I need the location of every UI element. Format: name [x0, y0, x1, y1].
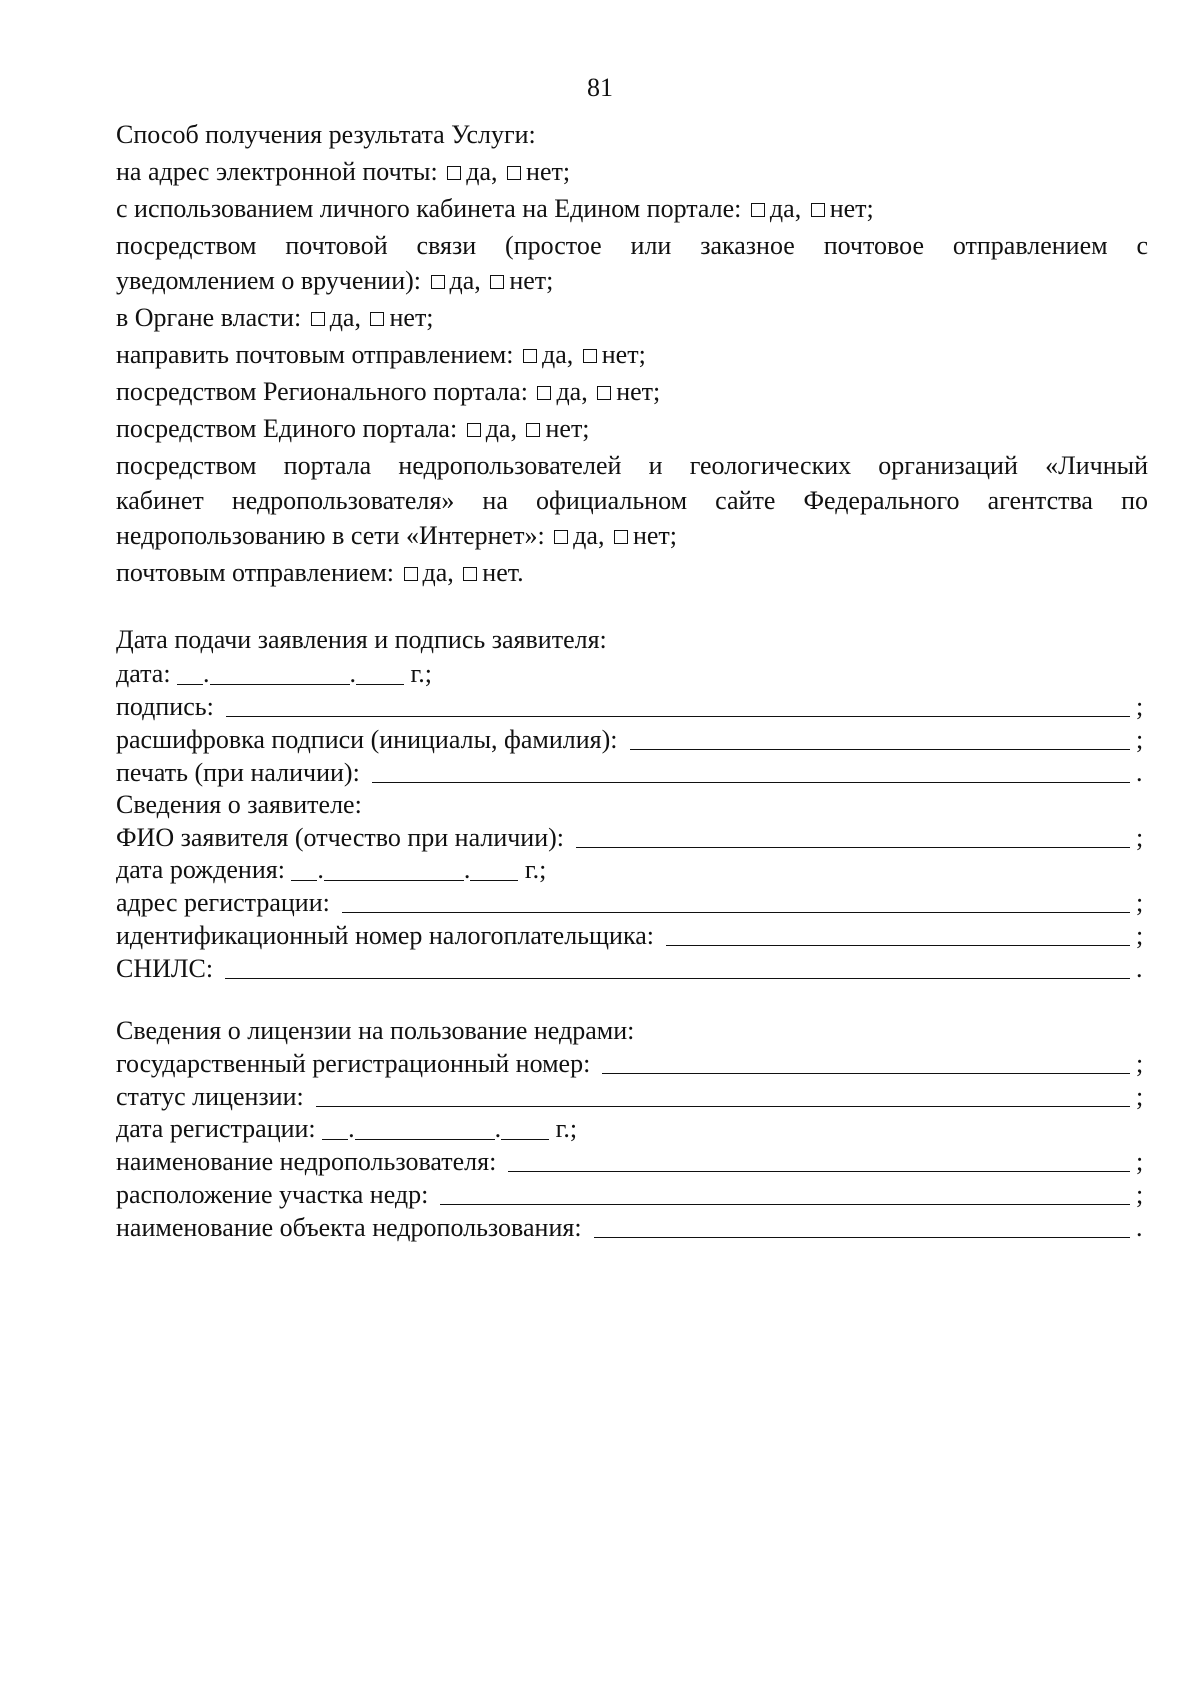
inn-blank[interactable]: [666, 919, 1130, 946]
yes-label: да,: [541, 340, 574, 369]
option-unified-portal: [116, 410, 1148, 447]
end-punct: ;: [1136, 1180, 1144, 1209]
no-label: нет;: [601, 340, 646, 369]
end-punct: .: [1136, 954, 1143, 983]
field-label: СНИЛС:: [116, 954, 214, 983]
end-punct: .: [1136, 758, 1143, 787]
date-separator: .: [203, 659, 210, 688]
field-label: расположение участка недр:: [116, 1180, 429, 1209]
no-label: нет;: [632, 521, 677, 550]
license-status-blank[interactable]: [316, 1080, 1130, 1107]
yes-label: да,: [422, 558, 454, 587]
no-label: нет.: [482, 558, 524, 587]
option-nedra-line-3: [116, 517, 1148, 554]
end-punct: ;: [1136, 921, 1144, 950]
license-heading: Сведения о лицензии на пользование недрами:: [116, 1016, 635, 1045]
end-punct: ;: [1136, 888, 1144, 917]
no-label: нет;: [616, 377, 661, 406]
end-punct: ;: [1136, 725, 1144, 754]
checkbox-no[interactable]: [463, 567, 477, 581]
option-label: с использованием личного кабинета на Едином портале:: [116, 194, 742, 223]
no-label: нет;: [389, 303, 434, 332]
page-number: 81: [587, 73, 613, 102]
no-label: нет;: [545, 414, 590, 443]
snils-field[interactable]: [116, 952, 1148, 985]
seal-field[interactable]: [116, 756, 1148, 789]
option-label: направить почтовым отправлением:: [116, 340, 514, 369]
site-location-blank[interactable]: [440, 1178, 1130, 1205]
year-suffix: г.;: [410, 659, 433, 688]
subsoil-user-field[interactable]: [116, 1145, 1148, 1178]
no-label: нет;: [509, 266, 554, 295]
option-regional-portal: [116, 373, 1148, 410]
year-blank[interactable]: [501, 1117, 549, 1140]
field-label: статус лицензии:: [116, 1082, 304, 1111]
checkbox-yes[interactable]: [523, 349, 537, 363]
checkbox-no[interactable]: [370, 312, 384, 326]
address-blank[interactable]: [342, 886, 1130, 913]
option-label: на адрес электронной почты:: [116, 157, 438, 186]
checkbox-yes[interactable]: [431, 275, 445, 289]
form-content: [116, 116, 1148, 1244]
year-blank[interactable]: [356, 662, 404, 685]
option-email: [116, 153, 1148, 190]
signature-field[interactable]: [116, 690, 1148, 723]
subsoil-user-blank[interactable]: [508, 1145, 1130, 1172]
month-blank[interactable]: [210, 662, 350, 685]
field-label: наименование объекта недропользования:: [116, 1213, 582, 1242]
month-blank[interactable]: [324, 858, 464, 881]
month-blank[interactable]: [355, 1117, 495, 1140]
object-name-blank[interactable]: [594, 1211, 1130, 1238]
section-gap: [116, 985, 1148, 1015]
option-cabinet: [116, 190, 1148, 227]
address-field[interactable]: [116, 886, 1148, 919]
site-location-field[interactable]: [116, 1178, 1148, 1211]
checkbox-no[interactable]: [507, 166, 521, 180]
birth-date-field[interactable]: [116, 854, 1148, 886]
field-label: государственный регистрационный номер:: [116, 1049, 591, 1078]
license-status-field[interactable]: [116, 1080, 1148, 1113]
field-label: подпись:: [116, 692, 214, 721]
date-separator: .: [463, 855, 471, 884]
checkbox-yes[interactable]: [311, 312, 325, 326]
seal-blank[interactable]: [372, 756, 1130, 783]
checkbox-no[interactable]: [526, 423, 540, 437]
snils-blank[interactable]: [225, 952, 1130, 979]
checkbox-no[interactable]: [490, 275, 504, 289]
option-nedra-line-1: посредством портала недропользователей и геологических организаций «Личный: [116, 451, 1148, 480]
date-separator: .: [317, 855, 324, 884]
yes-label: да,: [466, 157, 498, 186]
checkbox-no[interactable]: [614, 530, 628, 544]
reg-date-field[interactable]: [116, 1113, 1148, 1145]
option-label: недропользованию в сети «Интернет»:: [116, 521, 545, 550]
checkbox-yes[interactable]: [751, 203, 765, 217]
field-label: дата регистрации:: [116, 1114, 316, 1143]
delivery-heading: Способ получения результата Услуги:: [116, 120, 536, 149]
checkbox-yes[interactable]: [467, 423, 481, 437]
option-label: посредством Единого портала:: [116, 414, 458, 443]
field-label: дата:: [116, 659, 171, 688]
end-punct: ;: [1136, 692, 1144, 721]
yes-label: да,: [556, 377, 588, 406]
option-nedra-line-2: кабинет недропользователя» на официальном сайте Федерального агентства по: [116, 486, 1148, 515]
yes-label: да,: [769, 194, 802, 223]
no-label: нет;: [526, 157, 571, 186]
reg-number-field[interactable]: [116, 1047, 1148, 1080]
option-post-line-2: [116, 262, 1148, 299]
section-gap: [116, 591, 1148, 621]
year-suffix: г.;: [555, 1114, 578, 1143]
option-label: почтовым отправлением:: [116, 558, 395, 587]
field-label: идентификационный номер налогоплательщика:: [116, 921, 654, 950]
year-suffix: г.;: [524, 855, 547, 884]
field-label: адрес регистрации:: [116, 888, 330, 917]
day-blank[interactable]: [322, 1117, 348, 1140]
submission-heading: Дата подачи заявления и подпись заявителя:: [116, 625, 607, 654]
checkbox-yes[interactable]: [404, 567, 418, 581]
no-label: нет;: [829, 194, 874, 223]
date-separator: .: [349, 659, 357, 688]
applicant-heading: Сведения о заявителе:: [116, 790, 362, 819]
checkbox-yes[interactable]: [537, 386, 551, 400]
day-blank[interactable]: [177, 662, 203, 685]
end-punct: ;: [1136, 823, 1144, 852]
date-separator: .: [494, 1114, 502, 1143]
checkbox-yes[interactable]: [554, 530, 568, 544]
end-punct: ;: [1136, 1049, 1144, 1078]
year-blank[interactable]: [470, 858, 518, 881]
field-label: ФИО заявителя (отчество при наличии):: [116, 823, 565, 852]
yes-label: да,: [485, 414, 517, 443]
option-label: уведомлением о вручении):: [116, 266, 422, 295]
field-label: наименование недропользователя:: [116, 1147, 497, 1176]
field-label: расшифровка подписи (инициалы, фамилия):: [116, 725, 618, 754]
object-name-field[interactable]: [116, 1211, 1148, 1244]
fio-field[interactable]: [116, 821, 1148, 854]
option-label: посредством Регионального портала:: [116, 377, 528, 406]
inn-field[interactable]: [116, 919, 1148, 952]
end-punct: ;: [1136, 1082, 1144, 1111]
option-authority: [116, 299, 1148, 336]
option-post-line-1: посредством почтовой связи (простое или заказное почтовое отправлением с: [116, 231, 1148, 260]
option-postal: [116, 554, 1148, 591]
field-label: печать (при наличии):: [116, 758, 360, 787]
option-send-post: [116, 336, 1148, 373]
checkbox-no[interactable]: [811, 203, 825, 217]
end-punct: ;: [1136, 1147, 1144, 1176]
field-label: дата рождения:: [116, 855, 285, 884]
decryption-blank[interactable]: [630, 723, 1130, 750]
checkbox-no[interactable]: [597, 386, 611, 400]
option-label: в Органе власти:: [116, 303, 302, 332]
day-blank[interactable]: [291, 858, 317, 881]
yes-label: да,: [573, 521, 605, 550]
checkbox-yes[interactable]: [447, 166, 461, 180]
reg-number-blank[interactable]: [602, 1047, 1130, 1074]
yes-label: да,: [449, 266, 481, 295]
fio-blank[interactable]: [576, 821, 1130, 848]
end-punct: .: [1136, 1213, 1143, 1242]
checkbox-no[interactable]: [583, 349, 597, 363]
submission-date-field[interactable]: [116, 658, 1148, 690]
signature-blank[interactable]: [226, 690, 1130, 717]
signature-decryption-field[interactable]: [116, 723, 1148, 756]
date-separator: .: [348, 1114, 355, 1143]
yes-label: да,: [329, 303, 361, 332]
